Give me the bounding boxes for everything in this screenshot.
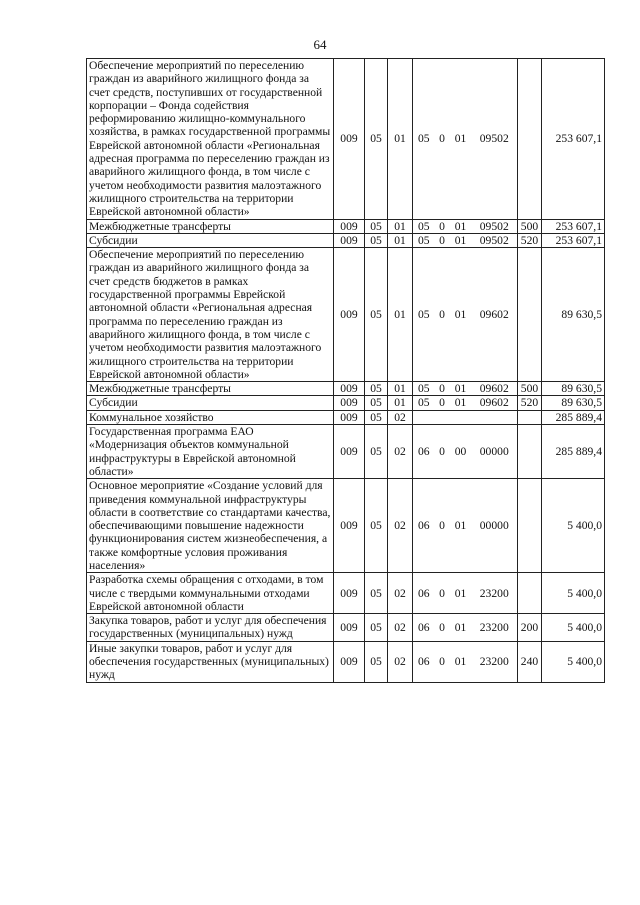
program-code: 05 <box>413 219 435 233</box>
amount: 285 889,4 <box>542 410 605 424</box>
expense-type-code <box>518 59 542 220</box>
table-row <box>87 641 605 682</box>
expense-type-code <box>518 479 542 573</box>
ministry-code: 009 <box>334 641 365 682</box>
section-code: 05 <box>365 614 388 642</box>
subprogram-code: 0 <box>435 219 450 233</box>
subsection-code: 01 <box>388 396 413 410</box>
row-name: Обеспечение мероприятий по переселению граждан из аварийного жилищного фонда за счет средств, поступивших от государственной корпорации – Фонда содействия реформированию жилищно-коммунального хозяйства, в рамках государственной программы Еврейской автономной области «Региональная адресная программа по переселению граждан из аварийного жилищного фонда, в том числе с учетом необходимости развития малоэтажного жилищного строительства на территории Еврейской автономной области» <box>87 59 334 220</box>
subprogram-code <box>435 410 450 424</box>
expense-type-code <box>518 248 542 382</box>
ministry-code: 009 <box>334 425 365 479</box>
subsection-code: 02 <box>388 410 413 424</box>
program-code: 05 <box>413 382 435 396</box>
amount: 253 607,1 <box>542 59 605 220</box>
section-code: 05 <box>365 396 388 410</box>
row-name: Разработка схемы обращения с отходами, в том числе с твердыми коммунальными отходами Еврейской автономной области <box>87 573 334 614</box>
direction-code: 00000 <box>472 479 518 573</box>
amount: 5 400,0 <box>542 573 605 614</box>
expense-type-code: 200 <box>518 614 542 642</box>
ministry-code: 009 <box>334 382 365 396</box>
ministry-code: 009 <box>334 233 365 247</box>
subsection-code: 02 <box>388 425 413 479</box>
direction-code: 09502 <box>472 233 518 247</box>
section-code: 05 <box>365 248 388 382</box>
subprogram-code: 0 <box>435 248 450 382</box>
amount: 5 400,0 <box>542 641 605 682</box>
program-code: 06 <box>413 479 435 573</box>
subprogram-code: 0 <box>435 233 450 247</box>
row-name: Межбюджетные трансферты <box>87 382 334 396</box>
row-name: Государственная программа ЕАО «Модернизация объектов коммунальной инфраструктуры в Еврейской автономной области» <box>87 425 334 479</box>
section-code: 05 <box>365 425 388 479</box>
amount: 89 630,5 <box>542 382 605 396</box>
subsection-code: 01 <box>388 59 413 220</box>
program-code: 05 <box>413 233 435 247</box>
row-name: Закупка товаров, работ и услуг для обеспечения государственных (муниципальных) нужд <box>87 614 334 642</box>
amount: 5 400,0 <box>542 479 605 573</box>
main-event-code: 01 <box>450 59 472 220</box>
main-event-code <box>450 410 472 424</box>
section-code: 05 <box>365 479 388 573</box>
subprogram-code: 0 <box>435 59 450 220</box>
program-code <box>413 410 435 424</box>
expense-type-code: 520 <box>518 233 542 247</box>
ministry-code: 009 <box>334 573 365 614</box>
table-row <box>87 396 605 410</box>
subprogram-code: 0 <box>435 479 450 573</box>
subsection-code: 01 <box>388 382 413 396</box>
section-code: 05 <box>365 219 388 233</box>
section-code: 05 <box>365 382 388 396</box>
program-code: 06 <box>413 425 435 479</box>
program-code: 06 <box>413 573 435 614</box>
row-name: Субсидии <box>87 233 334 247</box>
section-code: 05 <box>365 233 388 247</box>
table-row <box>87 479 605 573</box>
main-event-code: 01 <box>450 219 472 233</box>
program-code: 06 <box>413 614 435 642</box>
subprogram-code: 0 <box>435 382 450 396</box>
subprogram-code: 0 <box>435 614 450 642</box>
subprogram-code: 0 <box>435 425 450 479</box>
amount: 285 889,4 <box>542 425 605 479</box>
main-event-code: 00 <box>450 425 472 479</box>
subsection-code: 01 <box>388 248 413 382</box>
budget-table <box>86 58 605 683</box>
subprogram-code: 0 <box>435 573 450 614</box>
table-row <box>87 410 605 424</box>
expense-type-code: 500 <box>518 382 542 396</box>
section-code: 05 <box>365 641 388 682</box>
expense-type-code <box>518 573 542 614</box>
subsection-code: 02 <box>388 573 413 614</box>
table-row <box>87 573 605 614</box>
amount: 253 607,1 <box>542 219 605 233</box>
subsection-code: 02 <box>388 479 413 573</box>
table-row <box>87 233 605 247</box>
table-row <box>87 614 605 642</box>
direction-code: 23200 <box>472 641 518 682</box>
section-code: 05 <box>365 410 388 424</box>
direction-code: 09602 <box>472 396 518 410</box>
direction-code: 09502 <box>472 59 518 220</box>
program-code: 06 <box>413 641 435 682</box>
main-event-code: 01 <box>450 248 472 382</box>
expense-type-code <box>518 410 542 424</box>
program-code: 05 <box>413 59 435 220</box>
expense-type-code <box>518 425 542 479</box>
amount: 89 630,5 <box>542 248 605 382</box>
direction-code: 23200 <box>472 614 518 642</box>
expense-type-code: 520 <box>518 396 542 410</box>
subprogram-code: 0 <box>435 396 450 410</box>
page-number: 64 <box>313 37 327 52</box>
table-row <box>87 382 605 396</box>
main-event-code: 01 <box>450 382 472 396</box>
expense-type-code: 500 <box>518 219 542 233</box>
main-event-code: 01 <box>450 641 472 682</box>
main-event-code: 01 <box>450 614 472 642</box>
table-row <box>87 248 605 382</box>
section-code: 05 <box>365 573 388 614</box>
subsection-code: 02 <box>388 641 413 682</box>
ministry-code: 009 <box>334 219 365 233</box>
subsection-code: 01 <box>388 233 413 247</box>
ministry-code: 009 <box>334 59 365 220</box>
subprogram-code: 0 <box>435 641 450 682</box>
program-code: 05 <box>413 248 435 382</box>
subsection-code: 02 <box>388 614 413 642</box>
amount: 89 630,5 <box>542 396 605 410</box>
main-event-code: 01 <box>450 233 472 247</box>
ministry-code: 009 <box>334 410 365 424</box>
main-event-code: 01 <box>450 396 472 410</box>
main-event-code: 01 <box>450 573 472 614</box>
program-code: 05 <box>413 396 435 410</box>
ministry-code: 009 <box>334 479 365 573</box>
direction-code <box>472 410 518 424</box>
direction-code: 00000 <box>472 425 518 479</box>
row-name: Обеспечение мероприятий по переселению граждан из аварийного жилищного фонда за счет средств бюджетов в рамках государственной программы Еврейской автономной области «Региональная адресная программа по переселению граждан из аварийного жилищного фонда, в том числе с учетом необходимости развития малоэтажного жилищного строительства на территории Еврейской автономной области» <box>87 248 334 382</box>
amount: 253 607,1 <box>542 233 605 247</box>
ministry-code: 009 <box>334 248 365 382</box>
row-name: Коммунальное хозяйство <box>87 410 334 424</box>
direction-code: 09502 <box>472 219 518 233</box>
ministry-code: 009 <box>334 396 365 410</box>
row-name: Межбюджетные трансферты <box>87 219 334 233</box>
ministry-code: 009 <box>334 614 365 642</box>
main-event-code: 01 <box>450 479 472 573</box>
row-name: Иные закупки товаров, работ и услуг для обеспечения государственных (муниципальных) нужд <box>87 641 334 682</box>
direction-code: 23200 <box>472 573 518 614</box>
subsection-code: 01 <box>388 219 413 233</box>
expense-type-code: 240 <box>518 641 542 682</box>
section-code: 05 <box>365 59 388 220</box>
table-row <box>87 219 605 233</box>
row-name: Субсидии <box>87 396 334 410</box>
direction-code: 09602 <box>472 248 518 382</box>
table-row <box>87 425 605 479</box>
direction-code: 09602 <box>472 382 518 396</box>
table-row <box>87 59 605 220</box>
amount: 5 400,0 <box>542 614 605 642</box>
row-name: Основное мероприятие «Создание условий для приведения коммунальной инфраструктуры области в соответствие со стандартами качества, обеспечивающими повышение надежности функционирования систем жизнеобеспечения, а также комфортные условия проживания населения» <box>87 479 334 573</box>
